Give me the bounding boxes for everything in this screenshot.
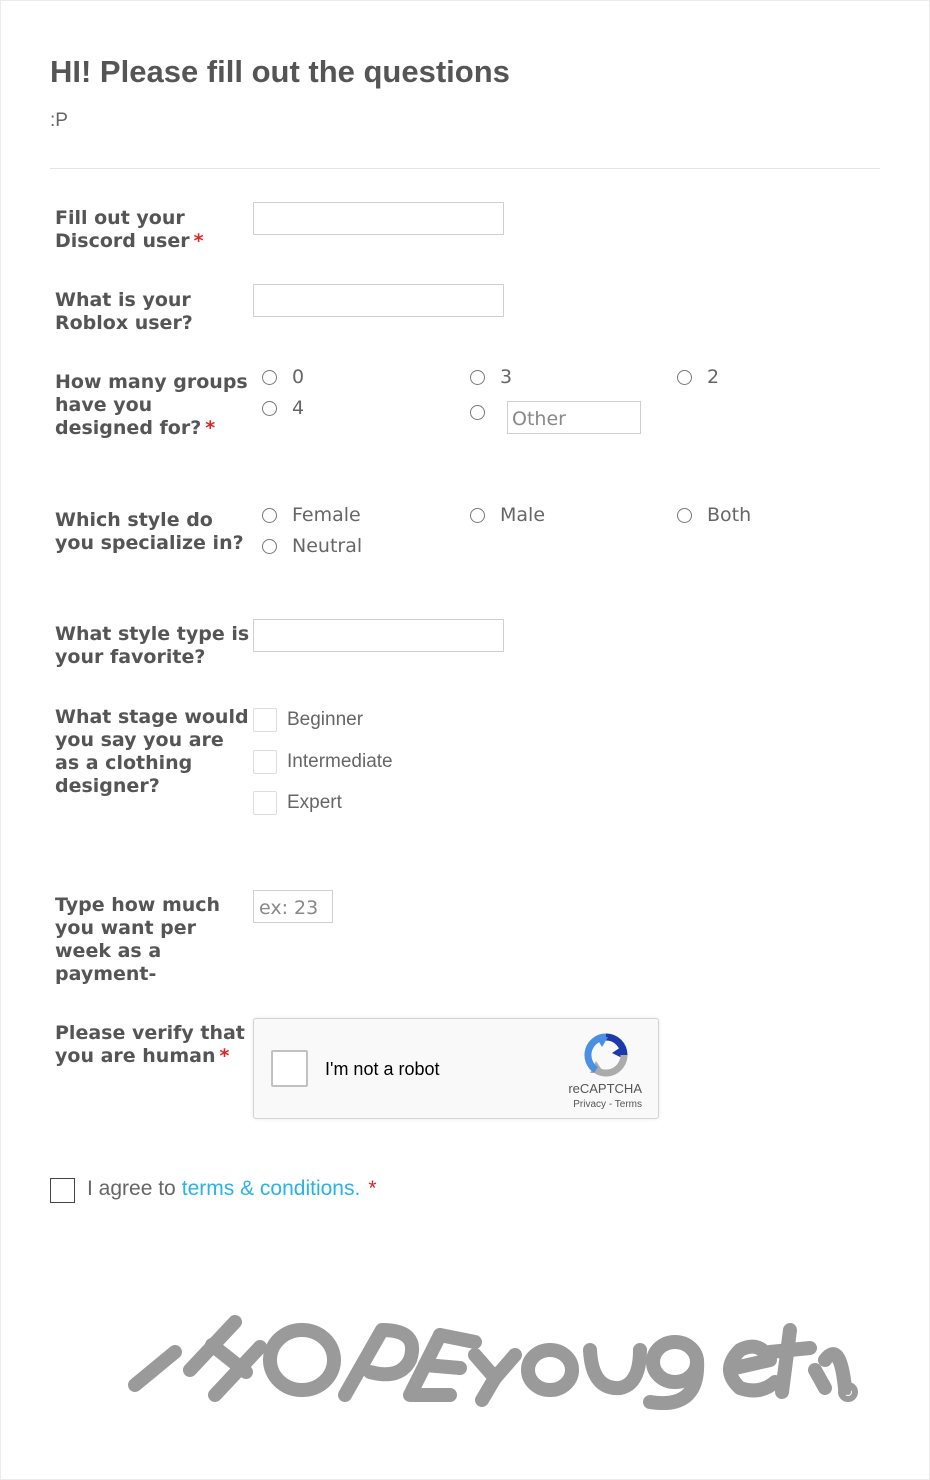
- checkbox[interactable]: [253, 750, 277, 774]
- terms-link[interactable]: Terms: [614, 1099, 642, 1110]
- recaptcha-brand: reCAPTCHA: [568, 1081, 642, 1096]
- style-question-label: Which style do you specialize in?: [55, 509, 244, 554]
- groups-option-0[interactable]: 0: [262, 366, 304, 388]
- groups-option-2[interactable]: 2: [677, 366, 719, 388]
- stage-option-expert[interactable]: Expert: [253, 791, 342, 815]
- checkbox[interactable]: [253, 791, 277, 815]
- recaptcha-label: I'm not a robot: [325, 1059, 440, 1079]
- verify-question-label: Please verify that you are human *: [55, 1022, 245, 1067]
- payment-question-label: Type how much you want per week as a payment-: [55, 894, 221, 985]
- radio-button[interactable]: [262, 539, 277, 554]
- recaptcha-logo-icon: [584, 1033, 628, 1077]
- style-option-both[interactable]: Both: [677, 504, 751, 526]
- checkbox[interactable]: [253, 708, 277, 732]
- roblox-question-label: What is your Roblox user?: [55, 289, 193, 334]
- radio-button[interactable]: [677, 508, 692, 523]
- stage-question-label: What stage would you say you are as a clothing designer?: [55, 706, 249, 797]
- header-divider: [50, 168, 880, 169]
- groups-option-3[interactable]: 3: [470, 366, 512, 388]
- radio-button[interactable]: [262, 401, 277, 416]
- radio-button[interactable]: [677, 370, 692, 385]
- groups-question-label: How many groups have you designed for? *: [55, 371, 248, 439]
- groups-other-input[interactable]: Other: [507, 401, 641, 434]
- payment-number-input[interactable]: ex: 23: [253, 890, 333, 923]
- recaptcha-widget: [253, 1018, 659, 1119]
- privacy-link[interactable]: Privacy: [573, 1099, 607, 1110]
- required-mark: *: [205, 417, 216, 439]
- radio-button[interactable]: [470, 508, 485, 523]
- discord-question-label: Fill out your Discord user *: [55, 207, 204, 252]
- recaptcha-links: Privacy - Terms: [573, 1099, 642, 1110]
- agree-checkbox[interactable]: [50, 1178, 75, 1203]
- radio-button[interactable]: [470, 370, 485, 385]
- agree-terms-row: I agree to terms & conditions. *: [50, 1174, 377, 1203]
- radio-button[interactable]: [262, 508, 277, 523]
- form-title: HI! Please fill out the questions: [50, 54, 510, 89]
- stage-option-beginner[interactable]: Beginner: [253, 708, 363, 732]
- style-type-input[interactable]: [253, 619, 504, 652]
- style-type-question-label: What style type is your favorite?: [55, 623, 250, 668]
- groups-option-other[interactable]: [470, 405, 500, 420]
- handwriting-image: [120, 1300, 860, 1410]
- roblox-user-input[interactable]: [253, 284, 504, 317]
- required-mark: *: [368, 1176, 377, 1200]
- style-option-male[interactable]: Male: [470, 504, 545, 526]
- groups-option-4[interactable]: 4: [262, 397, 304, 419]
- terms-conditions-link[interactable]: terms & conditions.: [181, 1176, 361, 1200]
- required-mark: *: [193, 230, 204, 252]
- style-option-female[interactable]: Female: [262, 504, 361, 526]
- style-option-neutral[interactable]: Neutral: [262, 535, 362, 557]
- recaptcha-checkbox[interactable]: [271, 1050, 308, 1087]
- radio-button[interactable]: [262, 370, 277, 385]
- required-mark: *: [219, 1045, 230, 1067]
- stage-option-intermediate[interactable]: Intermediate: [253, 750, 393, 774]
- discord-user-input[interactable]: [253, 202, 504, 235]
- form-subtitle: :P: [50, 110, 68, 131]
- radio-button[interactable]: [470, 405, 485, 420]
